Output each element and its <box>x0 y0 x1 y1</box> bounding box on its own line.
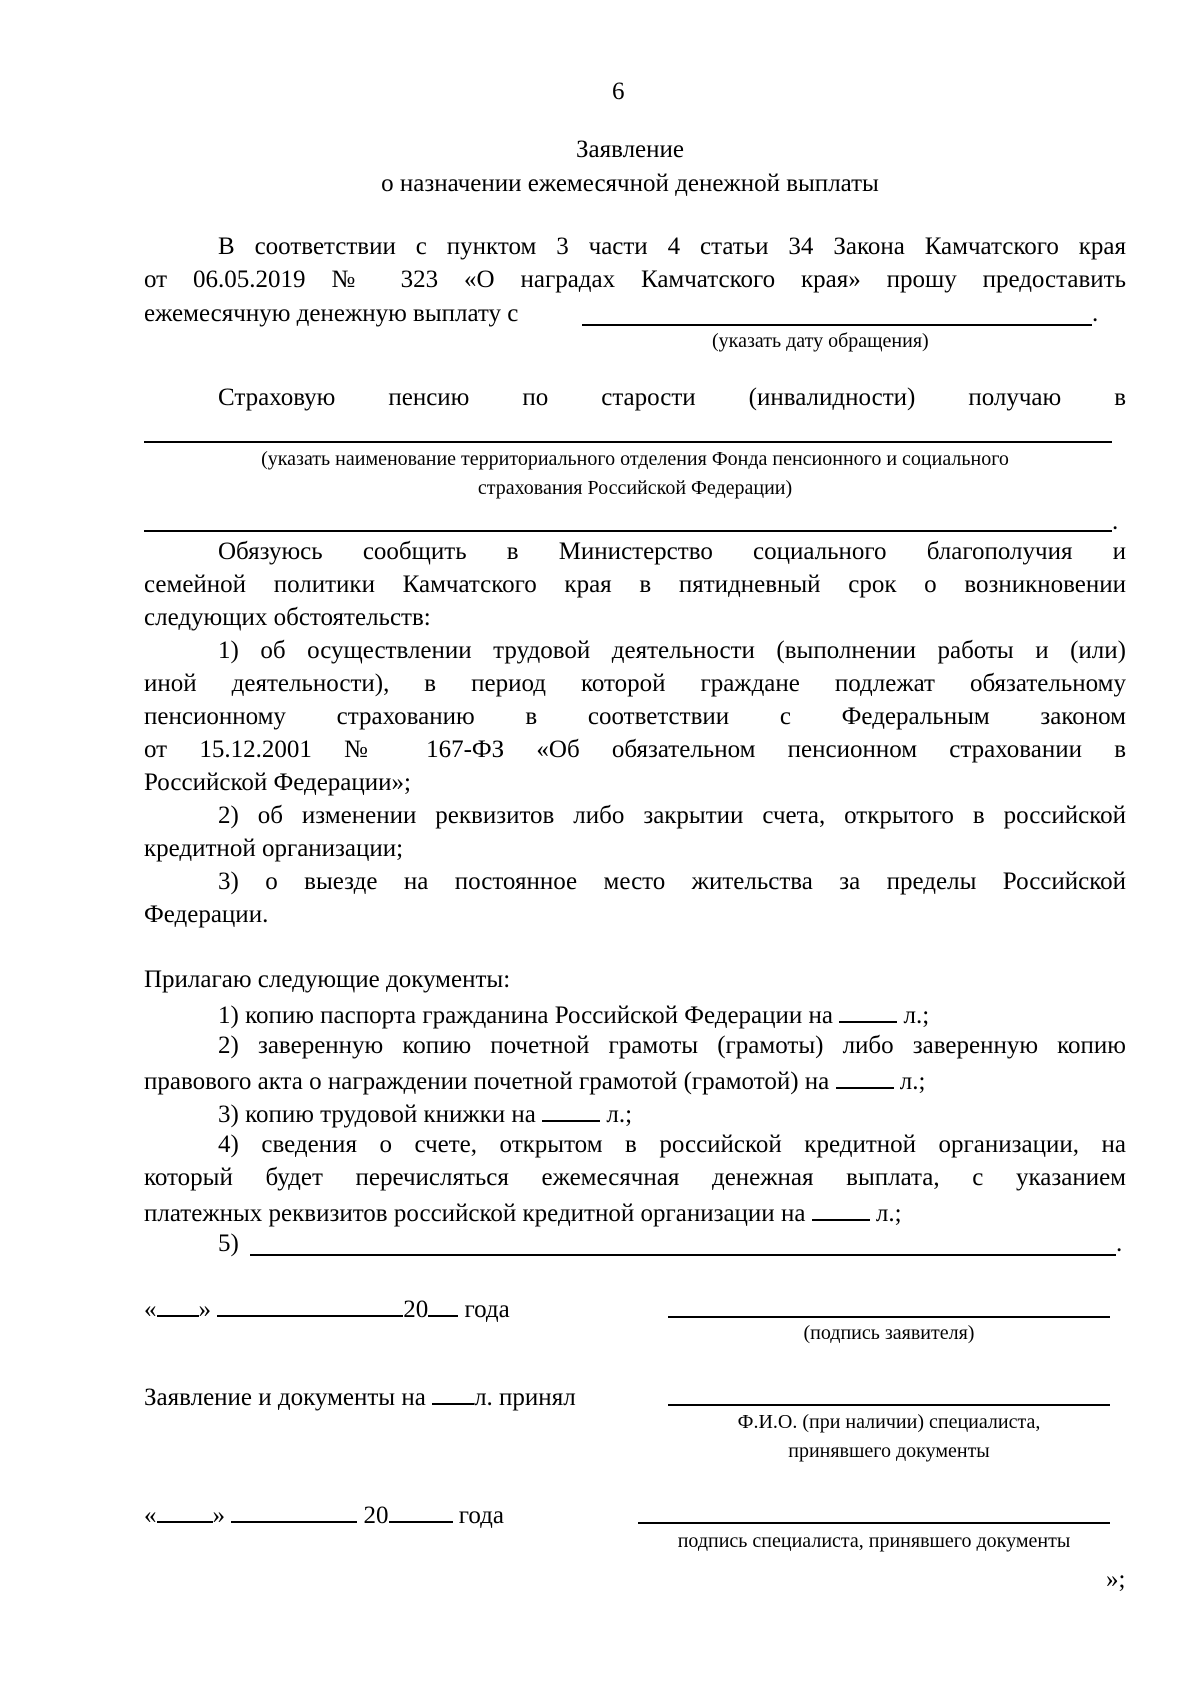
attachment-item-5-number: 5) <box>218 1230 239 1257</box>
specialist-name-caption-1: Ф.И.О. (при наличии) специалиста, <box>737 1411 1041 1433</box>
document-title: Заявление <box>575 136 685 163</box>
specialist-name-caption-2: принявшего документы <box>788 1440 990 1462</box>
obligation-item-1-line-4: от 15.12.2001 № 167-ФЗ «Об обязательном пенсионном страховании в <box>144 736 1126 763</box>
intro-line-3-end: . <box>1092 300 1099 327</box>
attachments-heading: Прилагаю следующие документы: <box>144 966 511 993</box>
date-blank-line[interactable] <box>582 324 1092 326</box>
obligation-line-1: Обязуюсь сообщить в Министерство социального благополучия и <box>218 538 1126 565</box>
attachment-item-4-line-1: 4) сведения о счете, открытом в российской кредитной организации, на <box>218 1131 1126 1158</box>
specialist-date: « » 20 года <box>144 1499 504 1530</box>
attachment-item-2-line-1: 2) заверенную копию почетной грамоты (грамоты) либо заверенную копию <box>218 1032 1126 1059</box>
date-hint: (указать дату обращения) <box>712 330 929 352</box>
specialist-name-line[interactable] <box>668 1404 1110 1406</box>
specialist-signature-caption: подпись специалиста, принявшего документы <box>677 1530 1071 1552</box>
month-blank[interactable] <box>231 1499 357 1523</box>
year-blank[interactable] <box>428 1293 458 1317</box>
pages-blank[interactable] <box>432 1381 474 1405</box>
page-number: 6 <box>612 78 625 105</box>
attachment-item-5-blank-line[interactable] <box>250 1254 1116 1256</box>
attachment-item-3: 3) копию трудовой книжки на л.; <box>218 1098 632 1129</box>
obligation-line-3: следующих обстоятельств: <box>144 604 431 631</box>
year-blank[interactable] <box>389 1499 453 1523</box>
intro-line-1: В соответствии с пунктом 3 части 4 статьи 34 Закона Камчатского края <box>218 233 1126 260</box>
day-blank[interactable] <box>157 1293 199 1317</box>
pages-blank[interactable] <box>542 1098 600 1122</box>
specialist-signature-line[interactable] <box>638 1522 1110 1524</box>
acceptance-text: Заявление и документы на л. принял <box>144 1381 576 1412</box>
pension-end: . <box>1112 508 1119 535</box>
obligation-item-2-line-1: 2) об изменении реквизитов либо закрытии счета, открытого в российской <box>218 802 1126 829</box>
pension-word: по <box>522 384 549 411</box>
pages-blank[interactable] <box>812 1197 870 1221</box>
obligation-item-3-line-1: 3) о выезде на постоянное место жительства за пределы Российской <box>218 868 1126 895</box>
pension-word: Страховую <box>218 384 336 411</box>
obligation-item-1-line-2: иной деятельности), в период которой граждане подлежат обязательному <box>144 670 1126 697</box>
applicant-signature-line[interactable] <box>668 1316 1110 1318</box>
intro-line-3: ежемесячную денежную выплату с <box>144 300 519 327</box>
attachment-item-4-line-3: платежных реквизитов российской кредитной организации на л.; <box>144 1197 902 1228</box>
pages-blank[interactable] <box>839 999 897 1023</box>
obligation-item-1-line-5: Российской Федерации»; <box>144 769 411 796</box>
obligation-item-2-line-2: кредитной организации; <box>144 835 404 862</box>
pension-office-blank-line[interactable] <box>144 441 1112 443</box>
pension-hint-2: страхования Российской Федерации) <box>477 477 793 499</box>
day-blank[interactable] <box>157 1499 213 1523</box>
obligation-item-1-line-3: пенсионному страхованию в соответствии с Федеральным законом <box>144 703 1126 730</box>
intro-line-2: от 06.05.2019 № 323 «О наградах Камчатского края» прошу предоставить <box>144 266 1126 293</box>
pension-line <box>218 384 1126 412</box>
pension-word: получаю <box>968 384 1062 411</box>
obligation-item-1-line-1: 1) об осуществлении трудовой деятельности (выполнении работы и (или) <box>218 637 1126 664</box>
pages-blank[interactable] <box>836 1065 894 1089</box>
attachment-item-2-line-2: правового акта о награждении почетной грамотой (грамотой) на л.; <box>144 1065 925 1096</box>
closing-mark: »; <box>1106 1566 1126 1593</box>
attachment-item-4-line-2: который будет перечисляться ежемесячная денежная выплата, с указанием <box>144 1164 1126 1191</box>
obligation-item-3-line-2: Федерации. <box>144 901 269 928</box>
pension-word: старости <box>601 384 696 411</box>
pension-office-blank-line-2[interactable] <box>144 530 1112 532</box>
month-blank[interactable] <box>217 1293 403 1317</box>
applicant-date: « » 20 года <box>144 1293 510 1324</box>
pension-hint-1: (указать наименование территориального отделения Фонда пенсионного и социального <box>261 448 1009 470</box>
obligation-line-2: семейной политики Камчатского края в пятидневный срок о возникновении <box>144 571 1126 598</box>
attachment-item-1: 1) копию паспорта гражданина Российской Федерации на л.; <box>218 999 929 1030</box>
pension-word: в <box>1114 384 1126 411</box>
pension-word: пенсию <box>388 384 470 411</box>
document-subtitle: о назначении ежемесячной денежной выплаты <box>381 170 879 197</box>
attachment-item-5-end: . <box>1116 1230 1123 1257</box>
applicant-signature-caption: (подпись заявителя) <box>803 1322 975 1344</box>
pension-word: (инвалидности) <box>748 384 916 411</box>
